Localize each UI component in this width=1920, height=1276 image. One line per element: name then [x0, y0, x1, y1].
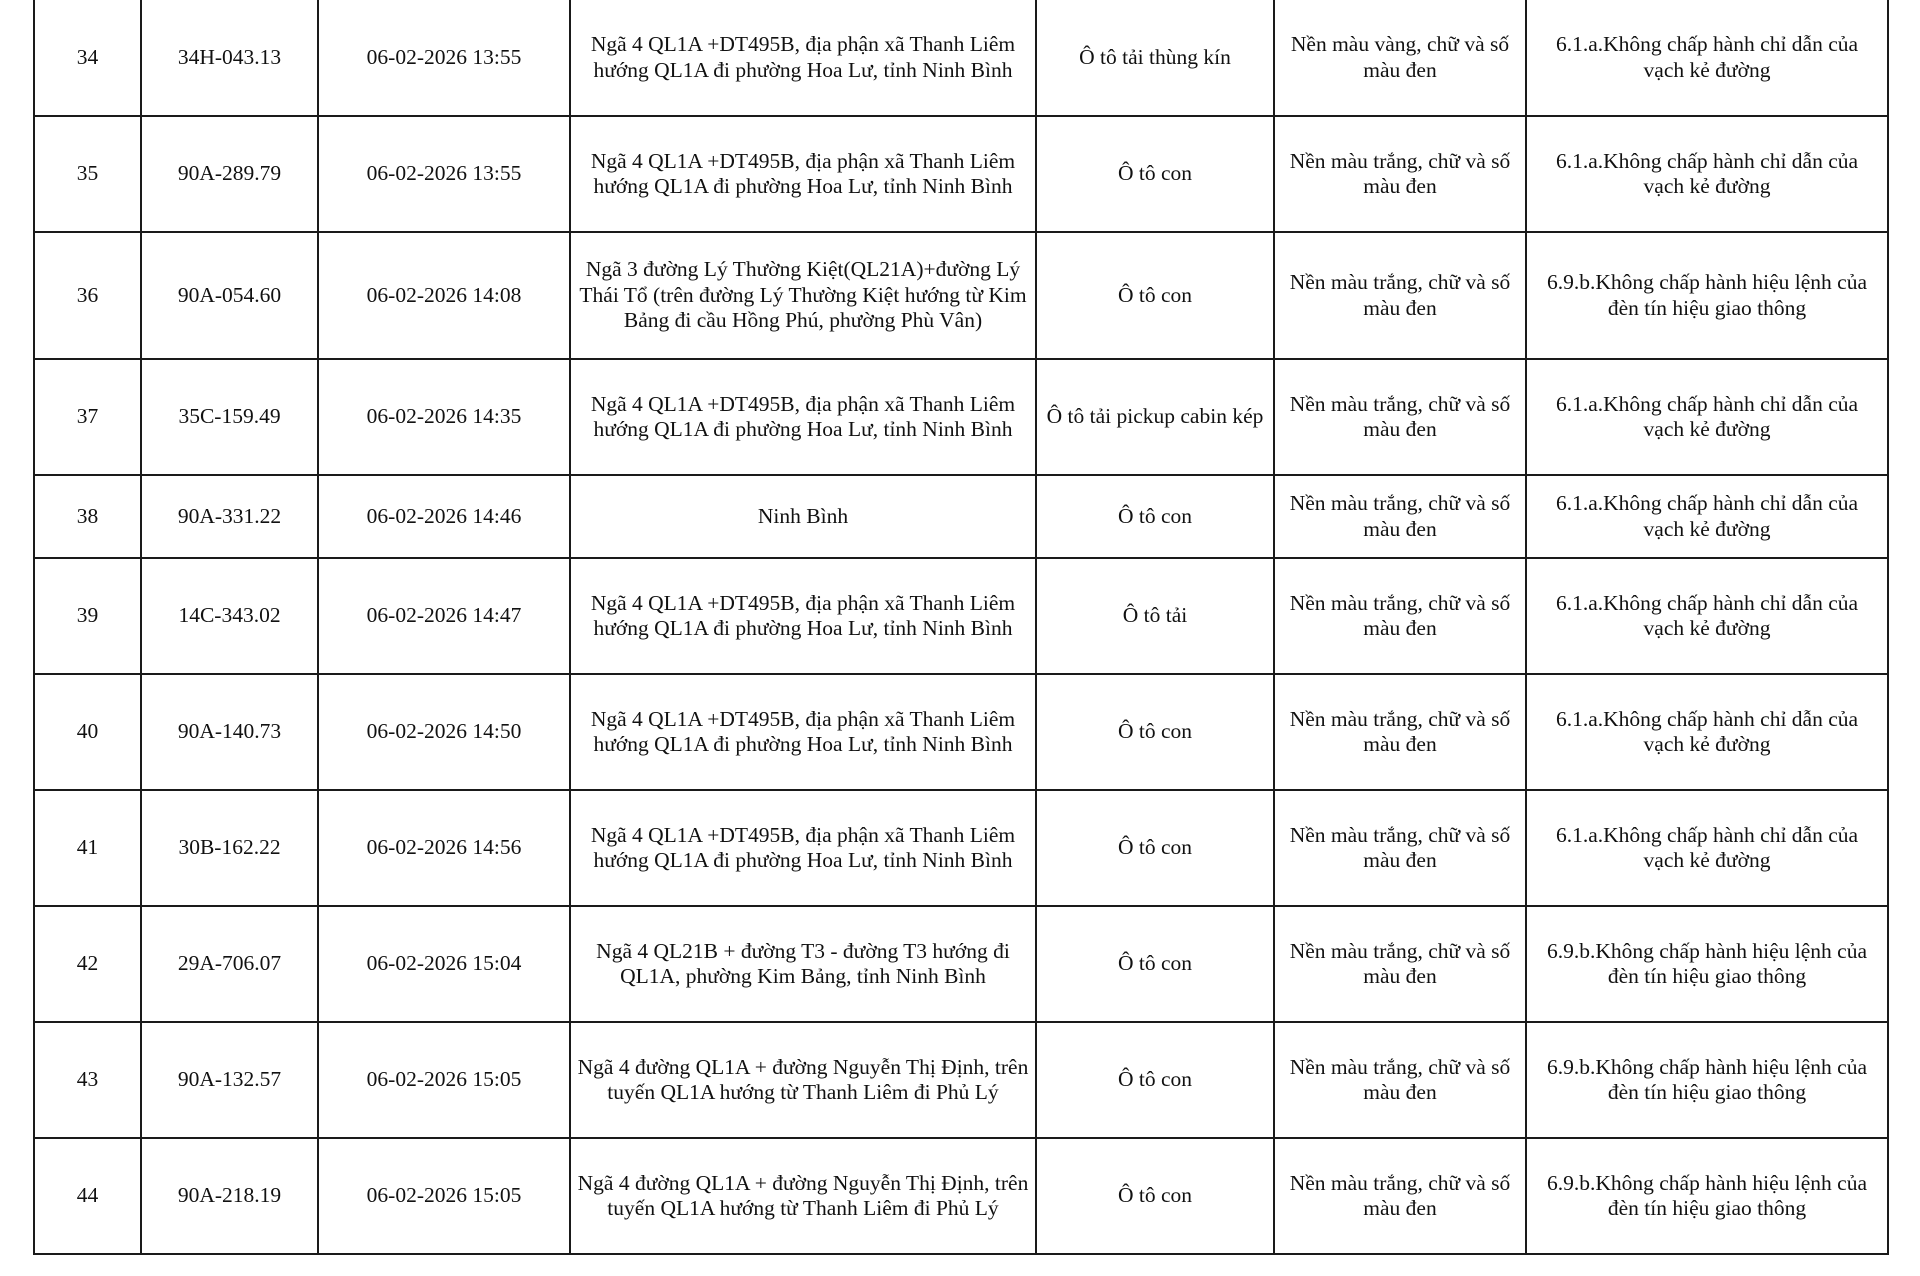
- cell-location: Ngã 4 QL21B + đường T3 - đường T3 hướng đi QL1A, phường Kim Bảng, tỉnh Ninh Bình: [570, 906, 1036, 1022]
- cell-stt: 37: [34, 359, 141, 475]
- cell-stt: 43: [34, 1022, 141, 1138]
- cell-plate-color: Nền màu trắng, chữ và số màu đen: [1274, 674, 1526, 790]
- cell-plate: 90A-331.22: [141, 475, 318, 558]
- cell-vehicle: Ô tô con: [1036, 674, 1274, 790]
- cell-location: Ngã 4 QL1A +DT495B, địa phận xã Thanh Liêm hướng QL1A đi phường Hoa Lư, tỉnh Ninh Bình: [570, 790, 1036, 906]
- cell-plate-color: Nền màu trắng, chữ và số màu đen: [1274, 1022, 1526, 1138]
- cell-stt: 41: [34, 790, 141, 906]
- table-row: [34, 475, 1888, 558]
- cell-plate-color: Nền màu trắng, chữ và số màu đen: [1274, 558, 1526, 674]
- cell-time: 06-02-2026 15:04: [318, 906, 570, 1022]
- cell-location: Ngã 4 đường QL1A + đường Nguyễn Thị Định, trên tuyến QL1A hướng từ Thanh Liêm đi Phủ Lý: [570, 1022, 1036, 1138]
- cell-plate-color: Nền màu trắng, chữ và số màu đen: [1274, 1138, 1526, 1254]
- cell-location: Ngã 4 QL1A +DT495B, địa phận xã Thanh Liêm hướng QL1A đi phường Hoa Lư, tỉnh Ninh Bình: [570, 558, 1036, 674]
- table-row: [34, 359, 1888, 475]
- cell-plate-color: Nền màu trắng, chữ và số màu đen: [1274, 116, 1526, 232]
- cell-plate: 90A-289.79: [141, 116, 318, 232]
- table-row: [34, 906, 1888, 1022]
- cell-location: Ngã 4 QL1A +DT495B, địa phận xã Thanh Liêm hướng QL1A đi phường Hoa Lư, tỉnh Ninh Bình: [570, 674, 1036, 790]
- cell-violation: 6.1.a.Không chấp hành chỉ dẫn của vạch kẻ đường: [1526, 116, 1888, 232]
- cell-time: 06-02-2026 14:50: [318, 674, 570, 790]
- cell-plate: 90A-132.57: [141, 1022, 318, 1138]
- cell-plate-color: Nền màu trắng, chữ và số màu đen: [1274, 906, 1526, 1022]
- cell-vehicle: Ô tô con: [1036, 116, 1274, 232]
- cell-time: 06-02-2026 15:05: [318, 1022, 570, 1138]
- table-row: [34, 0, 1888, 116]
- cell-violation: 6.9.b.Không chấp hành hiệu lệnh của đèn tín hiệu giao thông: [1526, 1138, 1888, 1254]
- cell-violation: 6.1.a.Không chấp hành chỉ dẫn của vạch kẻ đường: [1526, 558, 1888, 674]
- cell-violation: 6.1.a.Không chấp hành chỉ dẫn của vạch kẻ đường: [1526, 359, 1888, 475]
- cell-location: Ninh Bình: [570, 475, 1036, 558]
- cell-plate: 90A-140.73: [141, 674, 318, 790]
- cell-violation: 6.9.b.Không chấp hành hiệu lệnh của đèn tín hiệu giao thông: [1526, 906, 1888, 1022]
- cell-violation: 6.1.a.Không chấp hành chỉ dẫn của vạch kẻ đường: [1526, 0, 1888, 116]
- cell-plate-color: Nền màu trắng, chữ và số màu đen: [1274, 790, 1526, 906]
- cell-vehicle: Ô tô tải: [1036, 558, 1274, 674]
- cell-stt: 44: [34, 1138, 141, 1254]
- cell-plate: 30B-162.22: [141, 790, 318, 906]
- cell-plate-color: Nền màu vàng, chữ và số màu đen: [1274, 0, 1526, 116]
- cell-plate: 14C-343.02: [141, 558, 318, 674]
- table-row: [34, 790, 1888, 906]
- cell-location: Ngã 4 QL1A +DT495B, địa phận xã Thanh Liêm hướng QL1A đi phường Hoa Lư, tỉnh Ninh Bình: [570, 359, 1036, 475]
- cell-vehicle: Ô tô tải pickup cabin kép: [1036, 359, 1274, 475]
- cell-plate: 35C-159.49: [141, 359, 318, 475]
- table-row: [34, 558, 1888, 674]
- table-row: [34, 1138, 1888, 1254]
- cell-time: 06-02-2026 14:47: [318, 558, 570, 674]
- cell-plate-color: Nền màu trắng, chữ và số màu đen: [1274, 475, 1526, 558]
- cell-location: Ngã 4 QL1A +DT495B, địa phận xã Thanh Liêm hướng QL1A đi phường Hoa Lư, tỉnh Ninh Bình: [570, 0, 1036, 116]
- violations-table: [33, 0, 1889, 1255]
- cell-stt: 34: [34, 0, 141, 116]
- cell-vehicle: Ô tô tải thùng kín: [1036, 0, 1274, 116]
- cell-vehicle: Ô tô con: [1036, 475, 1274, 558]
- cell-time: 06-02-2026 14:35: [318, 359, 570, 475]
- cell-violation: 6.9.b.Không chấp hành hiệu lệnh của đèn tín hiệu giao thông: [1526, 232, 1888, 359]
- cell-stt: 35: [34, 116, 141, 232]
- cell-location: Ngã 4 QL1A +DT495B, địa phận xã Thanh Liêm hướng QL1A đi phường Hoa Lư, tỉnh Ninh Bình: [570, 116, 1036, 232]
- cell-plate: 90A-054.60: [141, 232, 318, 359]
- cell-stt: 42: [34, 906, 141, 1022]
- cell-time: 06-02-2026 14:56: [318, 790, 570, 906]
- cell-vehicle: Ô tô con: [1036, 1022, 1274, 1138]
- table-row: [34, 674, 1888, 790]
- cell-plate-color: Nền màu trắng, chữ và số màu đen: [1274, 232, 1526, 359]
- cell-violation: 6.1.a.Không chấp hành chỉ dẫn của vạch kẻ đường: [1526, 790, 1888, 906]
- cell-time: 06-02-2026 14:08: [318, 232, 570, 359]
- cell-stt: 40: [34, 674, 141, 790]
- cell-plate-color: Nền màu trắng, chữ và số màu đen: [1274, 359, 1526, 475]
- table-row: [34, 232, 1888, 359]
- cell-vehicle: Ô tô con: [1036, 1138, 1274, 1254]
- cell-time: 06-02-2026 15:05: [318, 1138, 570, 1254]
- cell-time: 06-02-2026 13:55: [318, 116, 570, 232]
- cell-vehicle: Ô tô con: [1036, 906, 1274, 1022]
- cell-vehicle: Ô tô con: [1036, 232, 1274, 359]
- table-row: [34, 116, 1888, 232]
- cell-location: Ngã 4 đường QL1A + đường Nguyễn Thị Định, trên tuyến QL1A hướng từ Thanh Liêm đi Phủ Lý: [570, 1138, 1036, 1254]
- cell-violation: 6.1.a.Không chấp hành chỉ dẫn của vạch kẻ đường: [1526, 475, 1888, 558]
- cell-stt: 36: [34, 232, 141, 359]
- cell-stt: 38: [34, 475, 141, 558]
- cell-plate: 90A-218.19: [141, 1138, 318, 1254]
- cell-violation: 6.1.a.Không chấp hành chỉ dẫn của vạch kẻ đường: [1526, 674, 1888, 790]
- cell-location: Ngã 3 đường Lý Thường Kiệt(QL21A)+đường Lý Thái Tổ (trên đường Lý Thường Kiệt hướng từ Kim Bảng đi cầu Hồng Phú, phường Phù Vân): [570, 232, 1036, 359]
- cell-vehicle: Ô tô con: [1036, 790, 1274, 906]
- table-row: [34, 1022, 1888, 1138]
- cell-stt: 39: [34, 558, 141, 674]
- cell-time: 06-02-2026 13:55: [318, 0, 570, 116]
- cell-violation: 6.9.b.Không chấp hành hiệu lệnh của đèn tín hiệu giao thông: [1526, 1022, 1888, 1138]
- cell-plate: 34H-043.13: [141, 0, 318, 116]
- cell-time: 06-02-2026 14:46: [318, 475, 570, 558]
- cell-plate: 29A-706.07: [141, 906, 318, 1022]
